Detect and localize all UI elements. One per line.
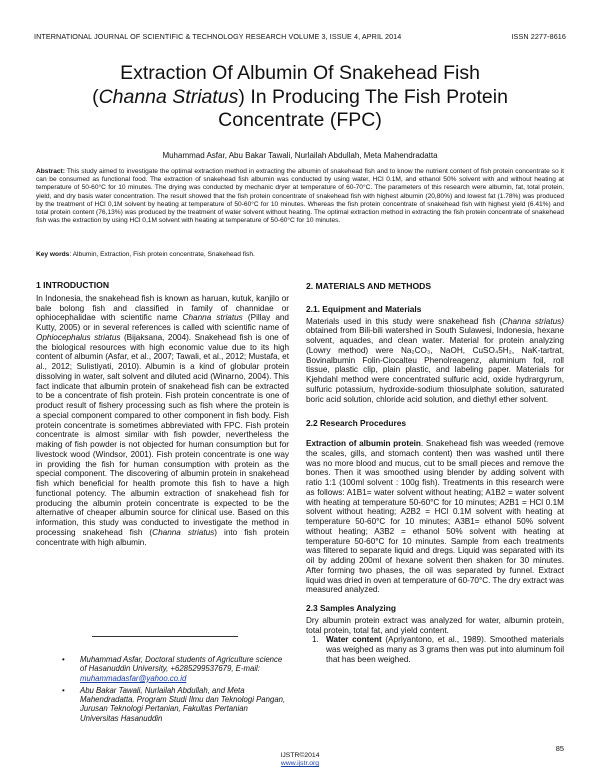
analyzing-heading: 2.3 Samples Analyzing: [306, 603, 396, 613]
list-item: [306, 635, 564, 664]
left-column: [36, 281, 289, 547]
journal-header: [34, 32, 566, 41]
equipment-paragraph: [306, 317, 564, 405]
equipment-text-2: obtained from Bili-bili watershed in South Sulawesi, Indonesia, hexane solvent, aquades, and clean water. Material for protein analyzing (Lowry method) were Na₂CO₃, NaOH, CuSO₄5H₂, NaK-tartrat, Bovinalbumin Folin-Ciocalteu Phenolreagenz, aluminium foil, roll tissue, plastic clip, plain plastic, and labeling paper. Materials for Kjehdahl method were concentrated sulfuric acid, oxide hydrargyrum, sulfuric potassium, hydroxide-sodium thiosulphate solution, saturated boric acid solution, chloride acid solution, and diethyl ether solvent.: [306, 326, 564, 404]
intro-species-3: Channa striatus: [152, 527, 215, 537]
footer-code: IJSTR©2014: [280, 752, 320, 759]
title-species: Channa Striatus: [98, 85, 239, 108]
title-line-2-rest: ) In Producing The Fish Protein: [238, 85, 508, 108]
methods-heading: 2. MATERIALS AND METHODS: [306, 281, 432, 291]
page-footer: [0, 752, 600, 768]
author-list: Muhammad Asfar, Abu Bakar Tawali, Nurlailah Abdullah, Meta Mahendradatta: [162, 151, 438, 160]
equipment-heading: 2.1. Equipment and Materials: [306, 303, 422, 314]
author-note: [62, 686, 288, 723]
intro-text-4: ) into fish protein concentrate with high albumin.: [36, 527, 290, 547]
journal-name: INTERNATIONAL JOURNAL OF SCIENTIFIC & TECHNOLOGY RESEARCH VOLUME 3, ISSUE 4, APRIL 2014: [34, 32, 402, 41]
abstract-label: Abstract:: [36, 168, 65, 175]
list-item-bold: Water content: [326, 635, 382, 645]
title-line-1: Extraction Of Albumin Of Snakehead Fish: [120, 62, 480, 84]
right-column: [306, 282, 564, 665]
keywords-label: Key words: [36, 251, 70, 258]
email-link[interactable]: muhammadasfar@yahoo.co.id: [80, 673, 187, 683]
keywords-text: : Albumin, Extraction, Fish protein concentrate, Snakehead fish.: [69, 251, 255, 258]
author-notes: [62, 655, 288, 726]
procedures-bold: Extraction of albumin protein: [306, 439, 421, 448]
author-note: [62, 655, 288, 683]
equipment-text-1: Materials used in this study were snakehead fish (: [306, 316, 503, 326]
procedures-paragraph: [306, 439, 564, 595]
intro-paragraph: [36, 294, 289, 548]
title-line-2-open: (: [92, 85, 99, 108]
issn: ISSN 2277-8616: [511, 32, 566, 41]
bullet-icon: •: [62, 685, 65, 695]
intro-heading: 1 INTRODUCTION: [36, 280, 110, 290]
bullet-icon: •: [62, 655, 65, 664]
intro-text-3: (Bijaksana, 2004). Snakehead fish is one of the biological resources with high economic value due to its high content of albumin (Asfar, et al., 2007; Tawali, et al., 2012; Mustafa, et al., 2012; Sulistiyati, 2010). Albumin is a kind of globular protein dissolving in water, salt solvent and diluted acid (Winarno, 2004). This fact indicate that albumin protein of snakehead fish can be extracted to be a concentrate of fish protein. Fish protein concentrate is one of product result of fishery processing such as fish where the protein is a special component compared to other component in fish body. Fish protein concentrate is sometimes abbreviated with FPC. Fish protein concentrate is almost similar with fish powder, nevertheless the making of fish powder is not objected for human consumption but for livestock wood (Windsor, 2001). Fish protein concentrate is one way in providing the fish for human consumption with protein as the special component. The discovering of albumin protein in snakehead fish which beneficial for health promote this fish to have a high functional potency. The albumin extraction of snakehead fish for producing the albumin protein concentrate is expected to be the alternative of cheaper albumin source for clinical use. Based on this information, this study was conducted to investigate the method in processing snakehead fish (: [36, 332, 289, 537]
equipment-species: Channa striatus): [502, 316, 564, 326]
page-number: 85: [555, 744, 564, 753]
intro-text-2: (Pillay and Kutty, 2005) or in several references is called with scientific name of: [36, 313, 289, 332]
abstract-text: This study aimed to investigate the optimal extraction method in extracting the albumin of snakehead fish and to know the nutrient content of fish protein concentrate so it can be consumed as functional food. The extraction of snakehead fish albumin was conducted by using water, HCl 0.1M, and ethanol 50% solvent with and without heating at temperature of 50-60°C for 10 minutes. The drying was conducted by mechanic dryer at temperature of 60-70°C. The parameters of this research were albumin, fat, total protein, yield, and dry basis water concentration. The result showed that the fish protein concentrate of snakehead fish with highest albumin (20,80%) and lowest fat (1.78%) was produced by the treatment of HCl 0,1M solvent by heating at temperature of 50-60°C for 10 minutes. Whereas the fish protein concentrate of snakehead fish with highest yield (6.41%) and total protein content (76,13%) was produced by the treatment of water solvent without heating. The optimal extraction method in extracting the fish protein concentrate of snakehead fish was the extraction by using HCl 0,1M solvent with heating at temperature of 50-60°C for 10 minutes.: [36, 168, 564, 225]
procedures-text: . Snakehead fish was weeded (remove the scales, gills, and stomach content) then was washed until there was no more blood and mucus, cut to be small pieces and remove the bones. Then it was smoothed using blender by adding solvent with ratio 1:1 (100ml solvent : 100g fish). Treatments in this research were as follows: A1B1= water solvent without heating; A1B2 = water solvent with heating at temperature 50-60°C for 10 minutes; A2B1 = HCl 0.1M solvent without heating; A2B2 = HCl 0.1M solvent with heating at temperature 50-60°C for 10 minutes; A3B1= ethanol 50% solvent without heating; A3B2 = ethanol 50% solvent with heating at temperature 50-60°C for 10 minutes. Sample from each treatments was filtered to separate liquid and dregs. Liquid was separated with its oil by adding 200ml of hexane solvent then shaken for 30 minutes. After forming two phases, the oil was separated by funnel. Extract liquid was dried in oven at temperature of 60-70°C. The dry extract was measured analyzed.: [306, 439, 564, 595]
note-text: Muhammad Asfar, Doctoral students of Agriculture science of Hasanuddin University, +6285299537679, E-mail:: [80, 655, 283, 674]
abstract: [36, 168, 564, 225]
list-item-text: (Apriyantono, et al., 1989). Smoothed materials was weighed as many as 3 grams then was put into aluminum foil that has been weighed.: [326, 635, 565, 664]
footer-url[interactable]: www.ijstr.org: [280, 760, 320, 767]
analysis-list: [306, 635, 564, 664]
procedures-heading: 2.2 Research Procedures: [306, 418, 407, 429]
paper-title: [30, 62, 570, 133]
keywords: [36, 251, 564, 258]
title-line-3: Concentrate (FPC): [218, 109, 382, 131]
note-text: Abu Bakar Tawali, Nurlailah Abdullah, and Meta Mahendradatta. Program Studi Ilmu dan Teknologi Pangan, Jurusan Teknologi Pertanian, Fakultas Pertanian Universitas Hasanuddin: [80, 685, 286, 723]
intro-species-2: Ophiocephalus striatus: [36, 332, 121, 342]
intro-species-1: Channa striatus: [182, 313, 243, 323]
analyzing-paragraph: Dry albumin protein extract was analyzed for water, albumin protein, total protein, total fat, and yield content.: [306, 615, 564, 635]
intro-text-1: In Indonesia, the snakehead fish is known as haruan, kutuk, kanjilo or bale bolong fish and classified in family of channidae or ophiocephalidae with scientific name: [36, 293, 289, 323]
list-number: 1.: [312, 635, 319, 645]
footnote-divider: [92, 636, 238, 637]
